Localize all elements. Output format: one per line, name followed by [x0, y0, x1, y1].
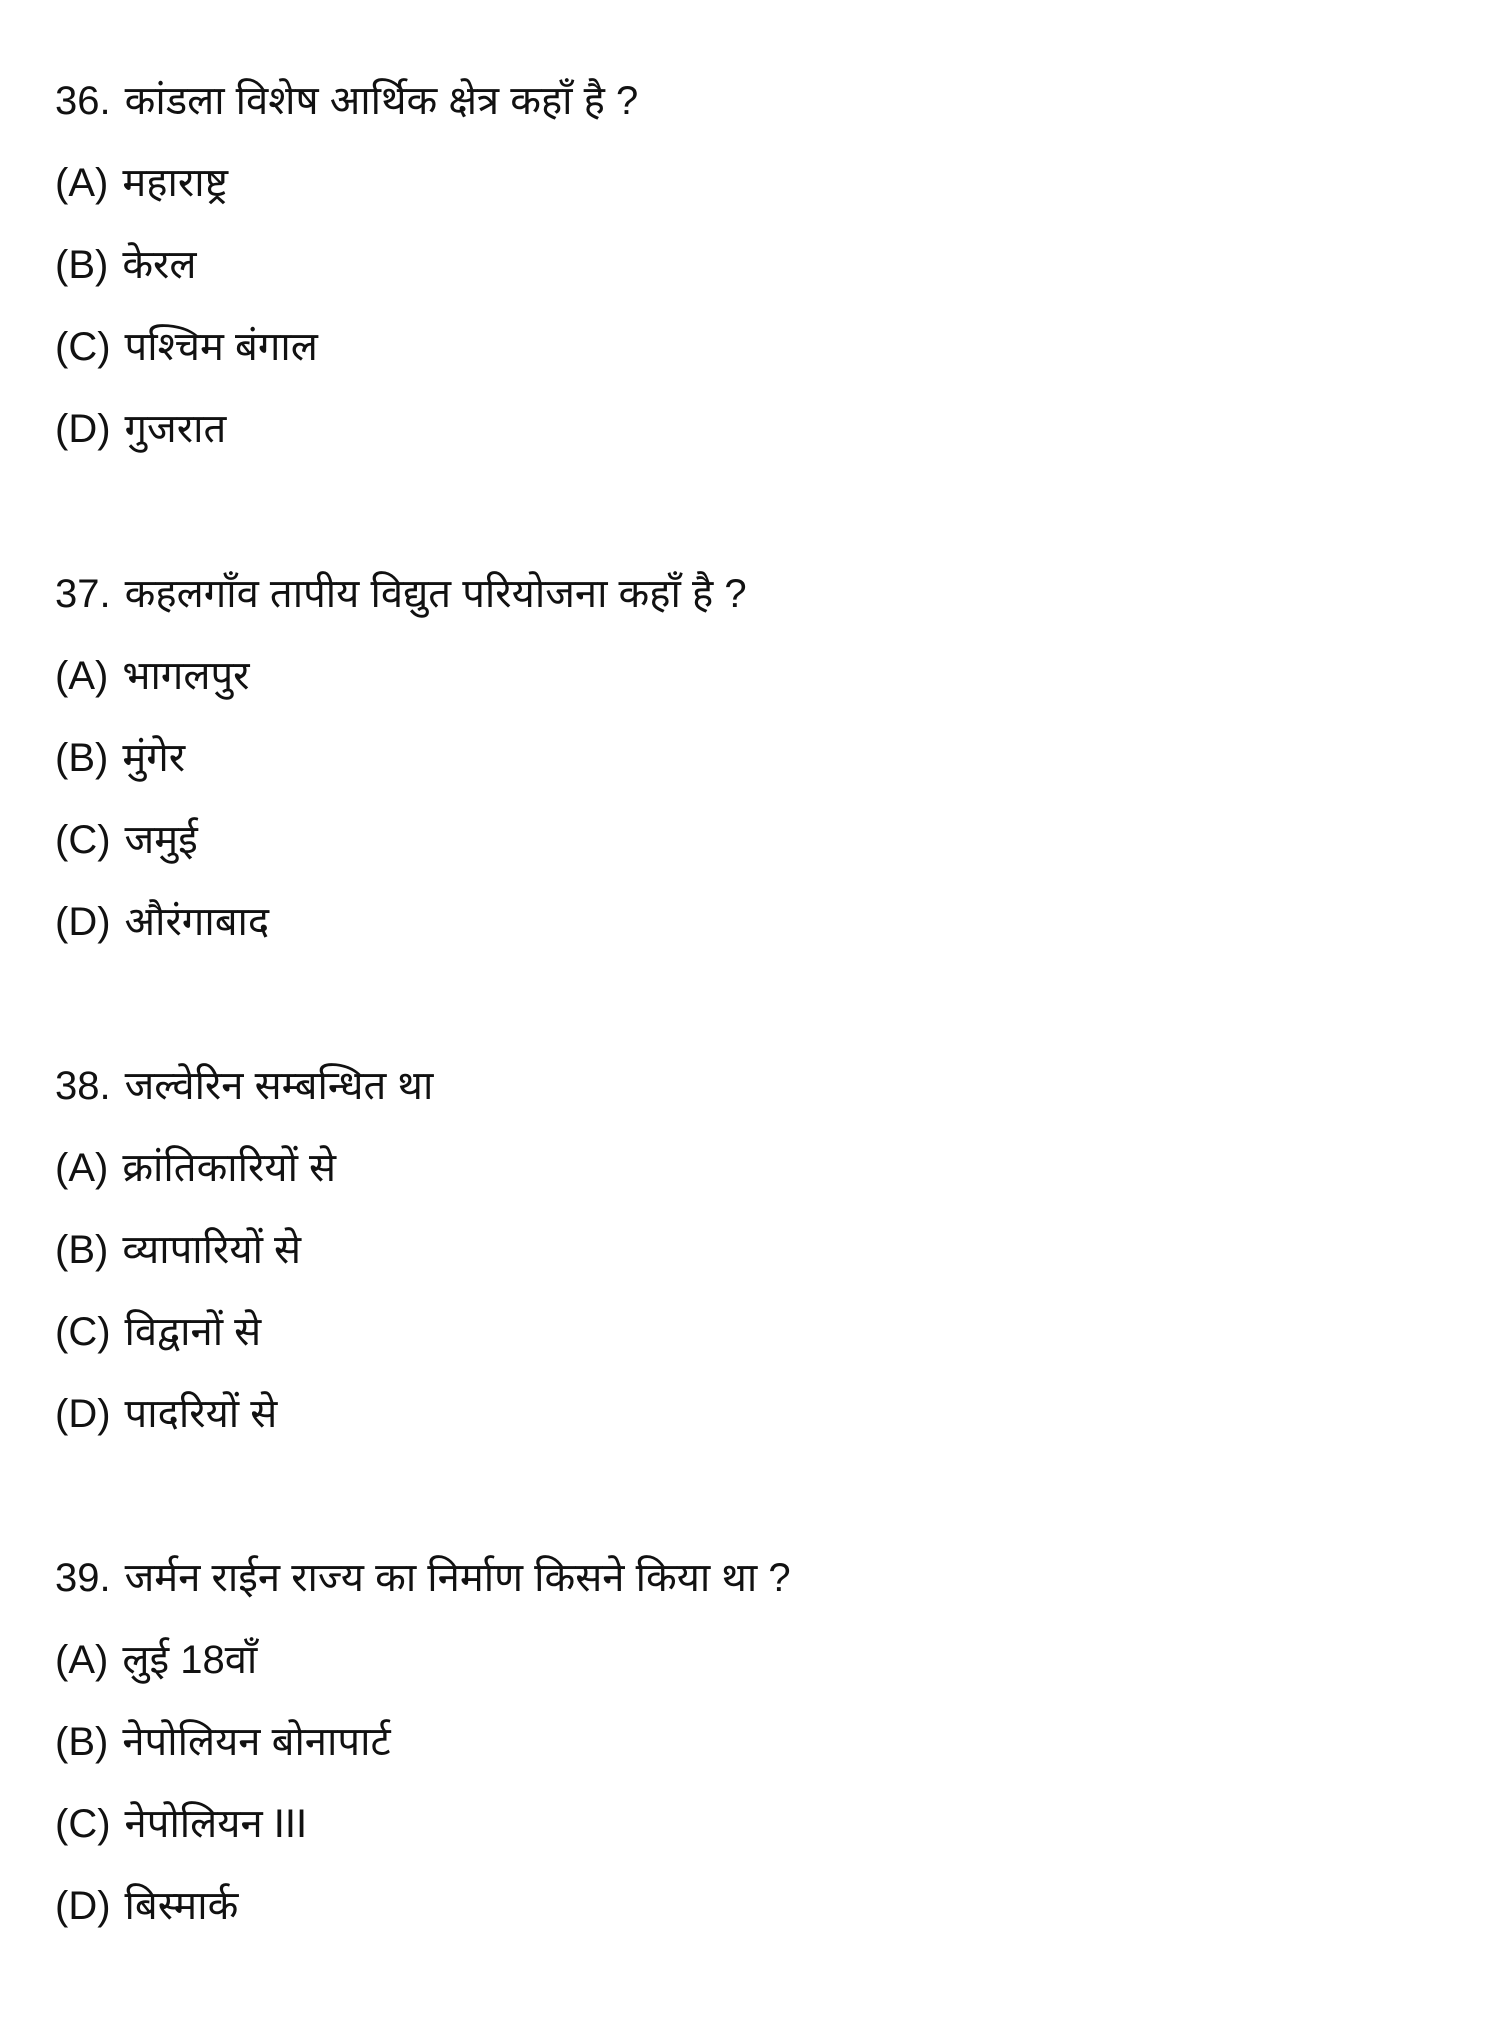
option-label: (B) — [55, 1228, 109, 1272]
answer-option — [55, 1794, 307, 1854]
answer-option — [55, 646, 250, 706]
option-label: (D) — [55, 407, 111, 451]
option-text: विद्वानों से — [124, 1310, 262, 1354]
answer-option — [55, 892, 269, 952]
option-text: गुजरात — [124, 407, 227, 451]
option-label: (B) — [55, 243, 109, 287]
question-number: 38. — [55, 1064, 111, 1108]
answer-option — [55, 317, 318, 377]
option-text: महाराष्ट्र — [122, 161, 228, 205]
option-label: (B) — [55, 736, 109, 780]
answer-option — [55, 1876, 238, 1936]
option-label: (D) — [55, 900, 111, 944]
option-text: नेपोलियन III — [124, 1802, 308, 1846]
option-text: मुंगेर — [122, 736, 186, 780]
option-text: लुई 18वाँ — [122, 1638, 258, 1682]
question-number: 39. — [55, 1556, 111, 1600]
option-text: पश्चिम बंगाल — [124, 325, 318, 369]
answer-option — [55, 728, 185, 788]
answer-option — [55, 1220, 301, 1280]
option-text: नेपोलियन बोनापार्ट — [122, 1720, 391, 1764]
option-label: (C) — [55, 1802, 111, 1846]
answer-option — [55, 399, 226, 459]
option-text: केरल — [122, 243, 197, 287]
option-text: जमुई — [124, 818, 198, 862]
option-label: (A) — [55, 1638, 109, 1682]
option-label: (A) — [55, 161, 109, 205]
question-text: जर्मन राईन राज्य का निर्माण किसने किया था ? — [124, 1556, 791, 1600]
question-number: 37. — [55, 572, 111, 616]
option-text: व्यापारियों से — [122, 1228, 302, 1272]
option-label: (D) — [55, 1884, 111, 1928]
question-number: 36. — [55, 79, 111, 123]
answer-option — [55, 235, 197, 295]
option-text: औरंगाबाद — [124, 900, 270, 944]
option-text: पादरियों से — [124, 1392, 278, 1436]
option-text: भागलपुर — [122, 654, 250, 698]
option-label: (B) — [55, 1720, 109, 1764]
answer-option — [55, 1302, 261, 1362]
question — [55, 1548, 791, 1608]
question-text: कहलगाँव तापीय विद्युत परियोजना कहाँ है ? — [124, 572, 747, 616]
option-label: (A) — [55, 1146, 109, 1190]
option-label: (D) — [55, 1392, 111, 1436]
answer-option — [55, 153, 228, 213]
answer-option — [55, 1138, 336, 1198]
question — [55, 564, 747, 624]
question-text: कांडला विशेष आर्थिक क्षेत्र कहाँ है ? — [124, 79, 639, 123]
answer-option — [55, 1712, 391, 1772]
answer-option — [55, 1630, 257, 1690]
option-label: (A) — [55, 654, 109, 698]
option-text: क्रांतिकारियों से — [122, 1146, 337, 1190]
question — [55, 1056, 433, 1116]
question-text: जल्वेरिन सम्बन्धित था — [124, 1064, 434, 1108]
answer-option — [55, 1384, 277, 1444]
option-label: (C) — [55, 818, 111, 862]
option-label: (C) — [55, 325, 111, 369]
option-text: बिस्मार्क — [124, 1884, 239, 1928]
answer-option — [55, 810, 198, 870]
option-label: (C) — [55, 1310, 111, 1354]
question — [55, 71, 638, 131]
